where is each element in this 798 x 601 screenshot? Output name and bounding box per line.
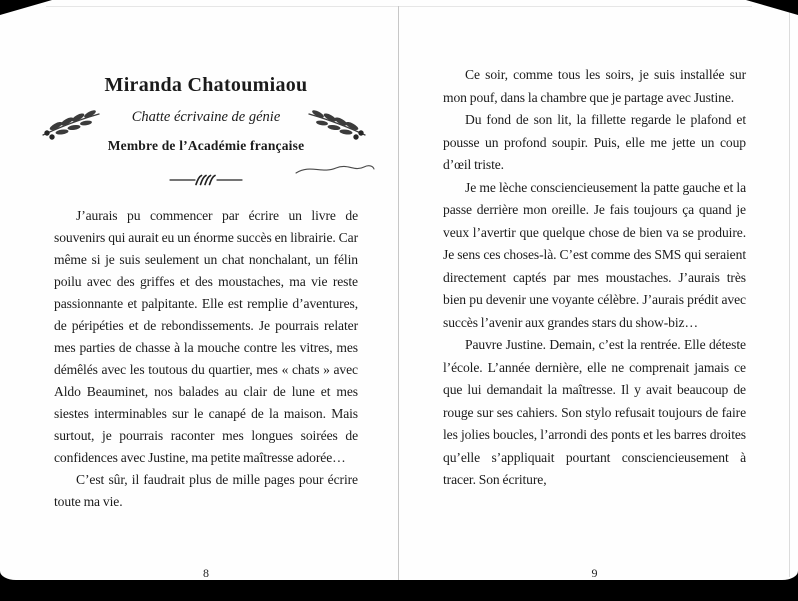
paragraph: Je me lèche consciencieusement la patte gauche et la passe derrière mon oreille. Je fais toujours ça quand je veux l’avertir que quelque chose de bien va se produire. Je sens ces choses-là. C’est comme des SMS qui seraient directement captés par mes moustaches. J’aurais très bien pu devenir une voyante célèbre. J’aurais prédit avec succès l’avenir aux grandes stars du show-biz… [443,179,746,330]
page-gutter-divider [398,6,399,580]
paragraph: C’est sûr, il faudrait plus de mille pages pour écrire toute ma vie. [54,472,358,509]
author-subtitle: Chatte écrivaine de génie [131,109,281,125]
paragraph: Ce soir, comme tous les soirs, je suis installée sur mon pouf, dans la chambre que je partage avec Justine. [443,67,746,105]
page-right-edge [789,9,790,577]
section-divider-icon [169,171,243,189]
right-page [443,64,746,580]
paragraph: J’aurais pu commencer par écrire un livre de souvenirs qui aurait eu un énorme succès en librairie. Car même si je suis seulement un chat nonchalant, un félin poilu avec des griffes et des moustaches, ma vie reste passionnante et palpitante. Elle est remplie d’aventures, de péripéties et de rebondissements. Je pourrais relater mes parties de chasse à la mouche contre les vitres, mes démêlés avec les toutous du quartier, mes « chats » avec Aldo Beauminet, nos balades au clair de lune et mes siestes interminables sur le canapé de la maison. Mais surtout, je pourrais raconter mes longues soirées de confidences avec Justine, ma petite maîtresse adorée… [54,208,358,465]
olive-branch-left-icon [40,106,102,140]
page-top-edge [46,6,752,7]
paragraph: Pauvre Justine. Demain, c’est la rentrée. Elle déteste l’école. L’année dernière, elle ne comprenait jamais ce que lui demandait la maîtresse. Il y avait beaucoup de rouge sur ses cahiers. Son stylo refusait toujours de faire les jolies boucles, l’arrondi des ponts et les barres droites qu’elle s’appliquait pourtant consciencieusement à tracer. Son écriture, [443,337,746,487]
olive-branch-right-icon [306,106,368,140]
paragraph: Du fond de son lit, la fillette regarde le plafond et pousse un profond soupir. Puis, elle me jette un coup d’œil triste. [443,112,746,172]
right-page-text [443,64,746,492]
flourish-underline-icon [294,160,376,183]
left-page-number: 8 [203,566,209,580]
left-page-text [54,205,358,513]
left-page [54,58,358,580]
author-title: Miranda Chatoumiaou [104,74,308,96]
author-affiliation: Membre de l’Académie française [107,138,305,153]
chapter-header [54,72,358,189]
right-page-number: 9 [591,566,598,580]
